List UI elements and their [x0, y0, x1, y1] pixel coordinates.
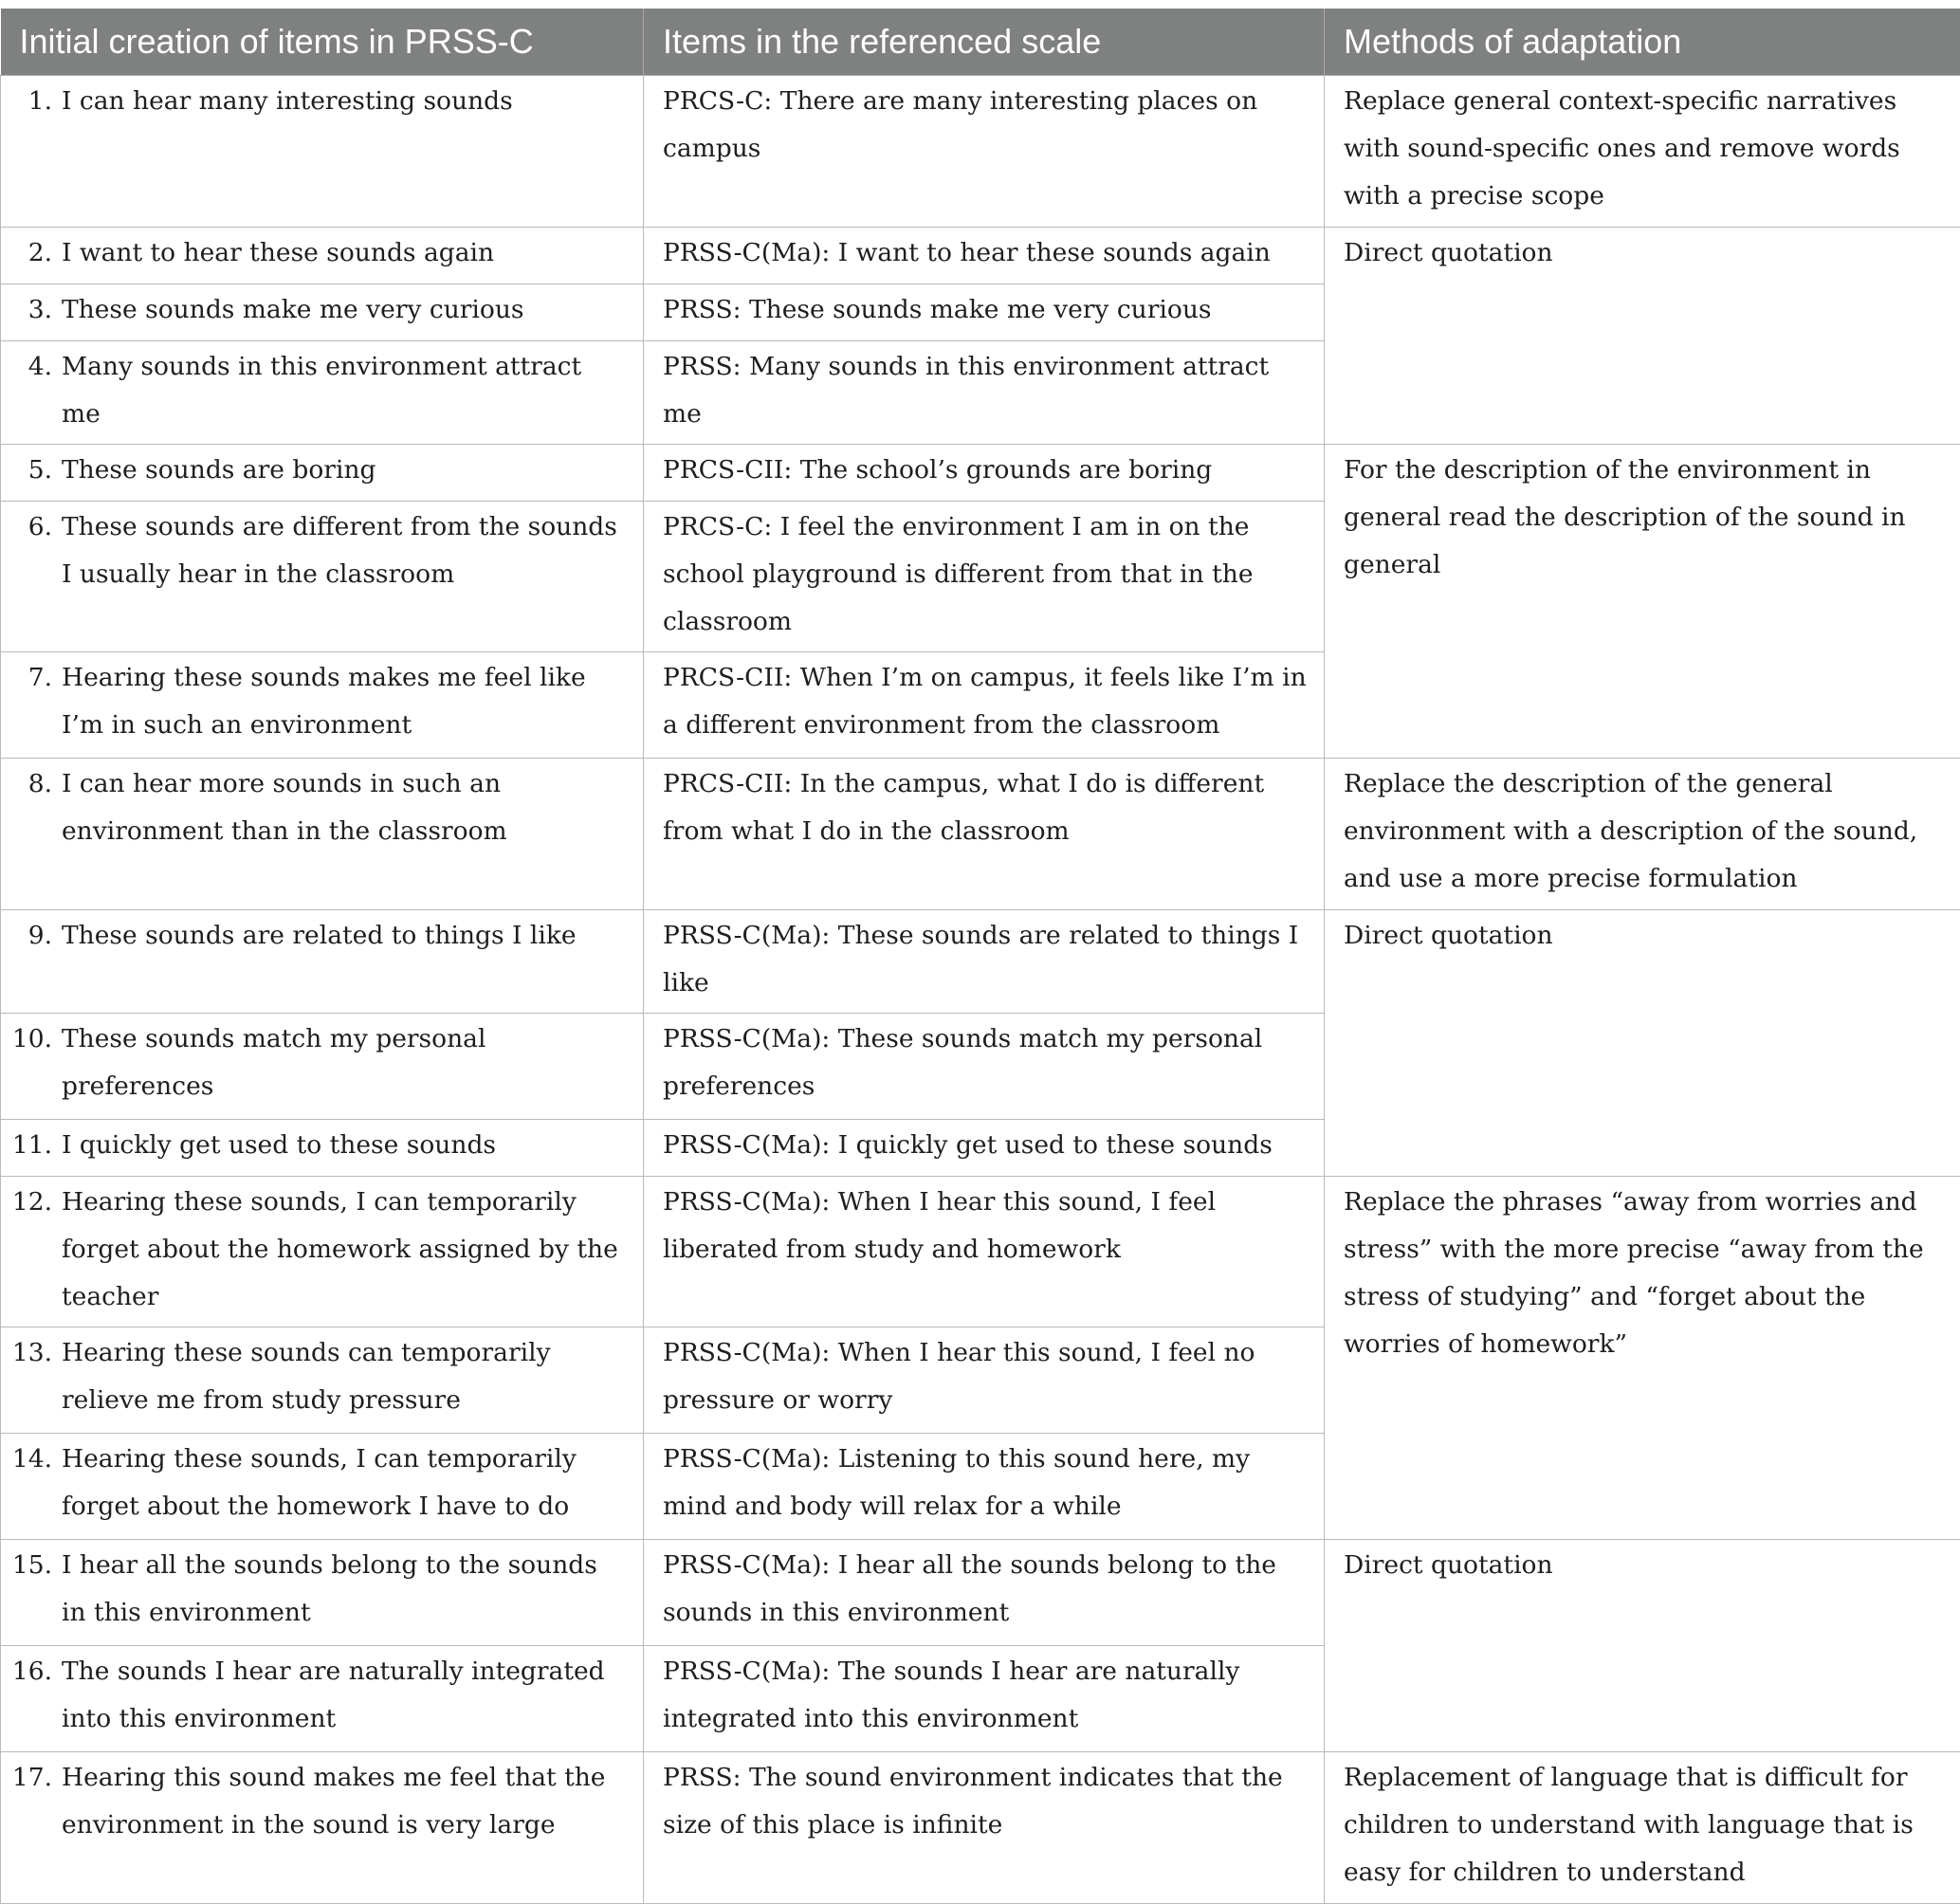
reference-cell: PRSS-C(Ma): I want to hear these sounds again [644, 228, 1325, 284]
item-cell [1, 1540, 644, 1646]
item-number: 9. [1, 912, 62, 960]
item-text: I want to hear these sounds again [62, 229, 628, 277]
reference-cell: PRCS-CII: In the campus, what I do is different from what I do in the classroom [644, 759, 1325, 910]
item-number: 4. [1, 343, 62, 438]
item-text: These sounds are related to things I like [62, 912, 628, 960]
item-text: Many sounds in this environment attract me [62, 343, 628, 438]
reference-cell: PRSS-C(Ma): These sounds match my personal preferences [644, 1014, 1325, 1120]
item-cell [1, 76, 644, 228]
item-cell [1, 1752, 644, 1904]
method-cell: For the description of the environment in general read the description of the sound in general [1325, 445, 1960, 759]
item-text: I quickly get used to these sounds [62, 1122, 628, 1169]
item-cell [1, 284, 644, 341]
method-cell: Replace the description of the general environment with a description of the sound, and use a more precise formulation [1325, 759, 1960, 910]
table-row [1, 1540, 1960, 1646]
item-number: 3. [1, 286, 62, 334]
method-cell: Replacement of language that is difficult for children to understand with language that is easy for children to understand [1325, 1752, 1960, 1904]
table-row [1, 1752, 1960, 1904]
item-text: These sounds are boring [62, 447, 628, 494]
header-methods: Methods of adaptation [1325, 9, 1960, 76]
item-cell [1, 445, 644, 502]
method-cell: Direct quotation [1325, 910, 1960, 1177]
item-number: 17. [1, 1754, 62, 1849]
table-header-row [1, 9, 1960, 76]
item-cell [1, 1434, 644, 1540]
item-text: These sounds are different from the sounds I usually hear in the classroom [62, 503, 628, 598]
item-text: I can hear many interesting sounds [62, 78, 628, 125]
item-number: 1. [1, 78, 62, 125]
item-number: 10. [1, 1016, 62, 1110]
header-referenced-items: Items in the referenced scale [644, 9, 1325, 76]
item-number: 6. [1, 503, 62, 598]
item-cell [1, 1177, 644, 1327]
method-cell: Replace general context-specific narratives with sound-specific ones and remove words with a precise scope [1325, 76, 1960, 228]
item-text: Hearing this sound makes me feel that the environment in the sound is very large [62, 1754, 628, 1849]
header-initial-items: Initial creation of items in PRSS-C [1, 9, 644, 76]
item-number: 14. [1, 1436, 62, 1530]
item-number: 11. [1, 1122, 62, 1169]
item-text: These sounds make me very curious [62, 286, 628, 334]
item-text: I can hear more sounds in such an environment than in the classroom [62, 760, 628, 855]
reference-cell: PRCS-CII: The school’s grounds are boring [644, 445, 1325, 502]
item-cell [1, 341, 644, 445]
method-cell: Direct quotation [1325, 228, 1960, 445]
table-row [1, 1177, 1960, 1327]
reference-cell: PRSS-C(Ma): These sounds are related to things I like [644, 910, 1325, 1014]
item-text: Hearing these sounds makes me feel like I’m in such an environment [62, 654, 628, 749]
item-cell [1, 652, 644, 759]
item-text: Hearing these sounds, I can temporarily forget about the homework assigned by the teacher [62, 1179, 628, 1321]
reference-cell: PRSS: The sound environment indicates that the size of this place is infinite [644, 1752, 1325, 1904]
reference-cell: PRCS-C: There are many interesting places on campus [644, 76, 1325, 228]
reference-cell: PRSS-C(Ma): Listening to this sound here, my mind and body will relax for a while [644, 1434, 1325, 1540]
item-cell [1, 1014, 644, 1120]
item-number: 2. [1, 229, 62, 277]
reference-cell: PRSS-C(Ma): The sounds I hear are naturally integrated into this environment [644, 1646, 1325, 1752]
table-row [1, 76, 1960, 228]
reference-cell: PRCS-CII: When I’m on campus, it feels like I’m in a different environment from the classroom [644, 652, 1325, 759]
item-text: Hearing these sounds can temporarily relieve me from study pressure [62, 1329, 628, 1424]
item-number: 7. [1, 654, 62, 749]
item-cell [1, 228, 644, 284]
table-row [1, 910, 1960, 1014]
reference-cell: PRSS-C(Ma): When I hear this sound, I feel liberated from study and homework [644, 1177, 1325, 1327]
reference-cell: PRSS-C(Ma): I quickly get used to these sounds [644, 1120, 1325, 1177]
item-number: 16. [1, 1648, 62, 1743]
item-text: The sounds I hear are naturally integrated into this environment [62, 1648, 628, 1743]
item-number: 13. [1, 1329, 62, 1424]
item-cell [1, 1646, 644, 1752]
item-cell [1, 1120, 644, 1177]
item-number: 12. [1, 1179, 62, 1321]
reference-cell: PRCS-C: I feel the environment I am in on the school playground is different from that in the classroom [644, 502, 1325, 652]
item-cell [1, 910, 644, 1014]
item-text: Hearing these sounds, I can temporarily forget about the homework I have to do [62, 1436, 628, 1530]
item-cell [1, 502, 644, 652]
item-number: 8. [1, 760, 62, 855]
item-cell [1, 759, 644, 910]
item-cell [1, 1327, 644, 1434]
table-row [1, 228, 1960, 284]
item-number: 15. [1, 1542, 62, 1637]
reference-cell: PRSS: These sounds make me very curious [644, 284, 1325, 341]
item-number: 5. [1, 447, 62, 494]
method-cell: Direct quotation [1325, 1540, 1960, 1752]
reference-cell: PRSS: Many sounds in this environment attract me [644, 341, 1325, 445]
adaptation-table [0, 9, 1960, 1904]
table-row [1, 759, 1960, 910]
table-row [1, 445, 1960, 502]
item-text: I hear all the sounds belong to the sounds in this environment [62, 1542, 628, 1637]
method-cell: Replace the phrases “away from worries and stress” with the more precise “away from the stress of studying” and “forget about the worries of homework” [1325, 1177, 1960, 1540]
item-text: These sounds match my personal preferences [62, 1016, 628, 1110]
reference-cell: PRSS-C(Ma): When I hear this sound, I feel no pressure or worry [644, 1327, 1325, 1434]
reference-cell: PRSS-C(Ma): I hear all the sounds belong to the sounds in this environment [644, 1540, 1325, 1646]
